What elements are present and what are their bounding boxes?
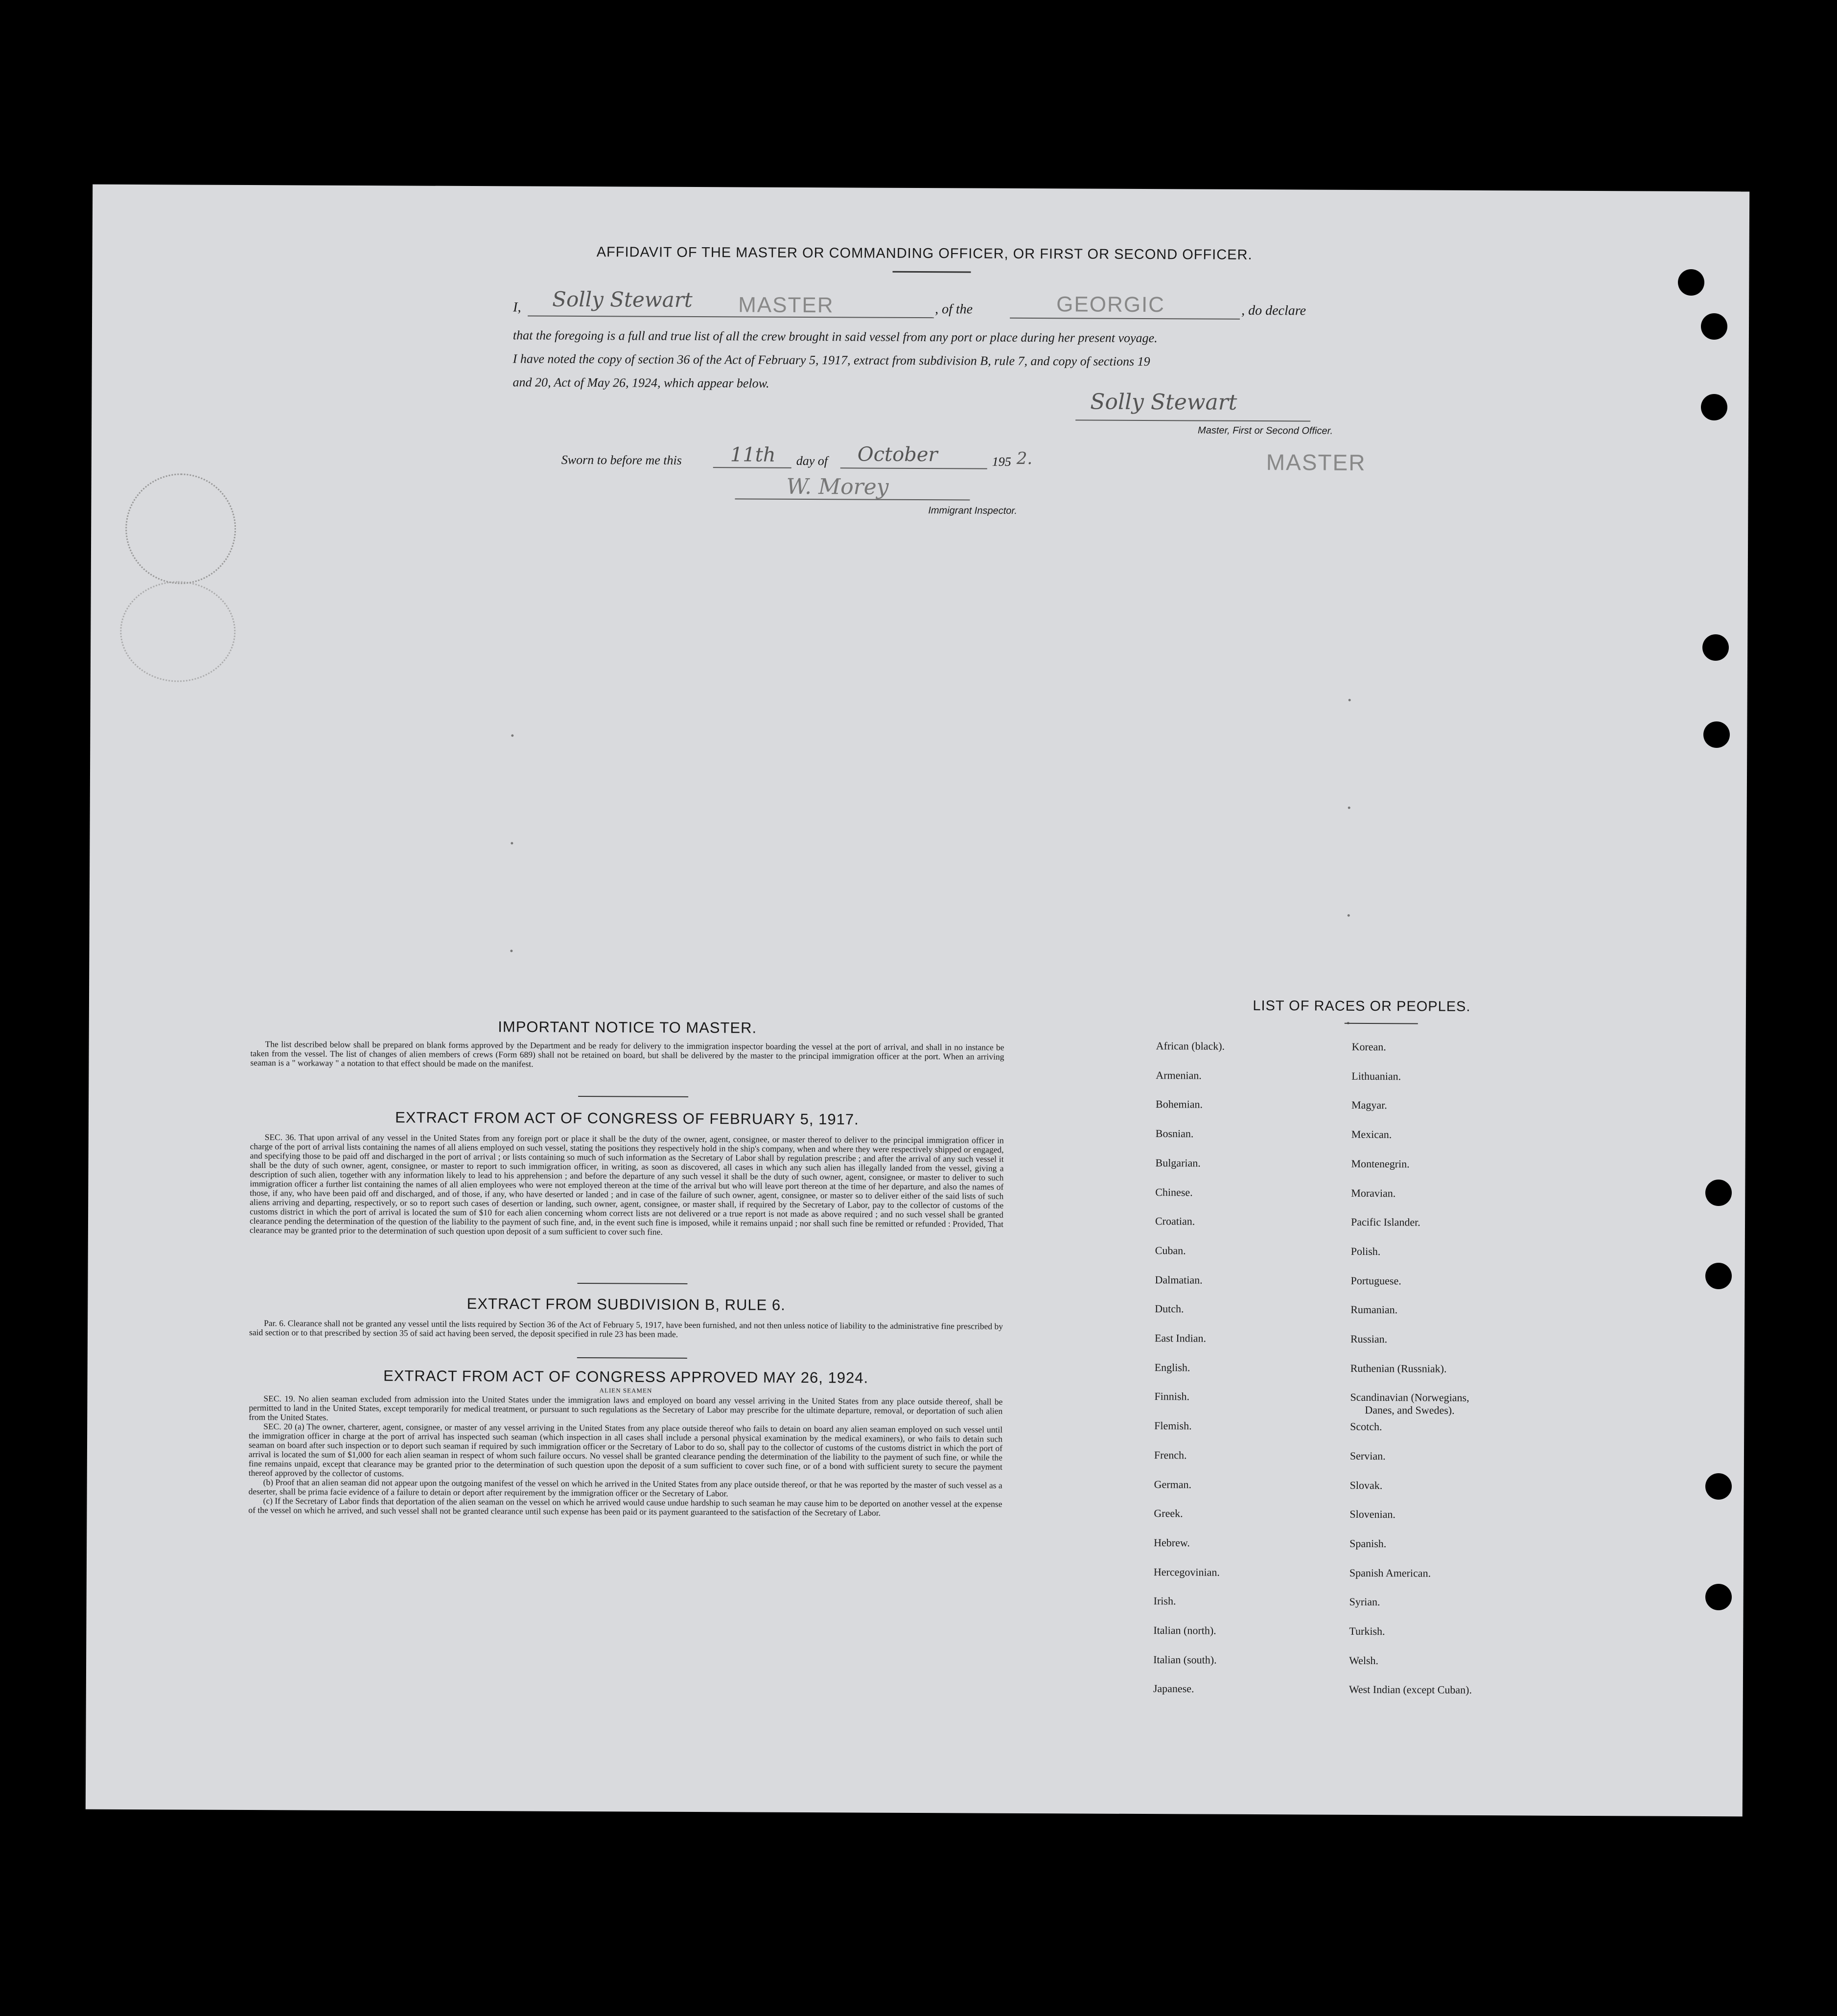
affidavit-title: AFFIDAVIT OF THE MASTER OR COMMANDING OFFICER, OR FIRST OR SECOND OFFICER. bbox=[596, 244, 1253, 263]
punch-hole bbox=[1701, 394, 1727, 420]
race-item: Dutch. bbox=[1155, 1302, 1184, 1315]
races-divider bbox=[1345, 1023, 1418, 1024]
extract-1924-sec19: SEC. 19. No alien seaman excluded from admission into the United States under the immigration laws and employed on board any vessel arriving in the United States from any place outside thereof, shall be permitted to land in the United States, except temporarily for medical treatment, or pursuant to such regulations as the Secretary of Labor may prescribe for the ultimate departure, removal, or deportation of such alien from the United States. bbox=[249, 1393, 1003, 1422]
race-item: Greek. bbox=[1154, 1507, 1183, 1520]
punch-hole bbox=[1705, 1263, 1732, 1289]
race-item: Ruthenian (Russniak). bbox=[1350, 1362, 1447, 1375]
race-item: Spanish. bbox=[1349, 1537, 1387, 1550]
inspector-signature-line bbox=[735, 498, 970, 500]
punch-hole bbox=[1705, 1180, 1732, 1206]
notice-title: IMPORTANT NOTICE TO MASTER. bbox=[498, 1018, 757, 1037]
punch-hole bbox=[1702, 634, 1729, 661]
race-item: Croatian. bbox=[1155, 1215, 1195, 1228]
race-item: Scandinavian (Norwegians, bbox=[1350, 1391, 1469, 1404]
race-item: English. bbox=[1154, 1361, 1190, 1374]
extract-1924-sec20c: (c) If the Secretary of Labor finds that deportation of the alien seaman on the vessel on which he arrived would cause undue hardship to such seaman he may cause him to be deported on another vessel at the expense of the vessel on which he arrived, and such vessel shall not be granted clearance until such expense has been paid or its payment guaranteed to the satisfaction of the Secretary of Labor. bbox=[248, 1496, 1002, 1518]
prefix-i: I, bbox=[513, 300, 521, 315]
master-signature: Solly Stewart bbox=[1090, 389, 1237, 415]
sworn-month: October bbox=[857, 443, 938, 466]
race-item: Scotch. bbox=[1350, 1420, 1382, 1433]
race-item: Italian (south). bbox=[1153, 1653, 1217, 1666]
race-item: Magyar. bbox=[1351, 1099, 1387, 1112]
races-list bbox=[1153, 1040, 1596, 1696]
manifest-page bbox=[86, 185, 1749, 1817]
master-caption: Master, First or Second Officer. bbox=[1198, 425, 1333, 437]
declarant-line bbox=[513, 287, 1345, 327]
punch-hole bbox=[1705, 1584, 1732, 1610]
grid-dot bbox=[1348, 914, 1350, 917]
extract-1924-body bbox=[248, 1394, 1002, 1518]
race-item: Pacific Islander. bbox=[1350, 1216, 1420, 1228]
sworn-prefix: Sworn to before me this bbox=[561, 452, 682, 467]
race-item: Bosnian. bbox=[1155, 1127, 1194, 1140]
race-item: Welsh. bbox=[1349, 1654, 1379, 1667]
race-item: Korean. bbox=[1351, 1040, 1386, 1053]
master-signature-line bbox=[1075, 419, 1310, 421]
race-item: Hercegovinian. bbox=[1153, 1565, 1220, 1578]
race-item: Slovak. bbox=[1349, 1479, 1383, 1491]
race-item: French. bbox=[1154, 1448, 1187, 1461]
race-item: Slovenian. bbox=[1349, 1508, 1395, 1521]
sworn-day: 11th bbox=[730, 443, 776, 466]
inspector-signature: W. Morey bbox=[786, 474, 889, 500]
extract-1917-text: SEC. 36. That upon arrival of any vessel in the United States from any foreign port or place it shall be the duty of the owner, agent, consignee, or master thereof to deliver to the principal immigration officer in charge of the port of arrival lists containing the names of all aliens employed on such vessel, stating the positions they respectively hold in the ship's company, when and where they were respectively shipped or engaged, and specifying those to be paid off and discharged in the port of arrival ; or lists containing so much of such information as the Secretary of Labor shall by regulation prescribe ; and after the arrival of any such vessel it shall be the duty of such owner, agent, consignee, or master to report to such immigration officer, in writing, as soon as discovered, all cases in which any such alien has illegally landed from the vessel, giving a description of such alien, together with any information likely to lead to his apprehension ; and before the departure of any such vessel it shall be the duty of such owner, agent, consignee, or master to deliver to such immigration officer a further list containing the names of all alien employees who were not employed thereon at the time of the arrival but who will leave port thereon at the time of her departure, and also the names of those, if any, who have been paid off and discharged, and of those, if any, who have deserted or landed ; and in case of the failure of such owner, agent, consignee, or master so to deliver either of the said lists of such aliens arriving and departing, respectively, or so to report such cases of desertion or landing, such owner, agent, consignee, or master shall, if required by the Secretary of Labor, pay to the collector of customs of the customs district in which the port of arrival is located the sum of $10 for each alien concerning whom correct lists are not delivered or a true report is not made as above required ; and no such vessel shall be granted clearance pending the determination of the question of the liability to the payment of such fine, and, in the event such fine is imposed, while it remains unpaid ; nor shall such fine be remitted or refunded : Provided, That clearance may be granted prior to the determination of such question upon deposit of a sum sufficient to cover such fine. bbox=[249, 1132, 1004, 1237]
punch-hole bbox=[1678, 269, 1704, 296]
race-item: African (black). bbox=[1156, 1040, 1225, 1052]
race-item: Spanish American. bbox=[1349, 1566, 1431, 1579]
inspector-caption: Immigrant Inspector. bbox=[928, 505, 1017, 516]
race-item: East Indian. bbox=[1154, 1332, 1207, 1344]
day-of-label: day of bbox=[796, 453, 828, 468]
race-item: Irish. bbox=[1153, 1595, 1176, 1607]
declaration-line-3: and 20, Act of May 26, 1924, which appear below. bbox=[512, 375, 769, 391]
race-item: Servian. bbox=[1349, 1449, 1386, 1462]
official-seal-1 bbox=[125, 473, 236, 584]
race-item: Polish. bbox=[1350, 1245, 1381, 1258]
notice-divider bbox=[578, 1096, 688, 1097]
subdivision-b-text: Par. 6. Clearance shall not be granted any vessel until the lists required by Section 36 of the Act of February 5, 1917, have been furnished, and not then unless notice of liability to the administrative fine prescribed by said section or to that prescribed by section 35 of said act having been served, the deposit specified in rule 23 has been made. bbox=[249, 1318, 1003, 1339]
grid-dot bbox=[511, 842, 513, 844]
grid-dot bbox=[510, 950, 512, 952]
rank-stamp: MASTER bbox=[738, 293, 834, 318]
extract-1924-title: EXTRACT FROM ACT OF CONGRESS APPROVED MAY 26, 1924. bbox=[383, 1367, 869, 1387]
punch-hole bbox=[1703, 721, 1730, 748]
race-item: Hebrew. bbox=[1154, 1536, 1190, 1549]
race-item: Italian (north). bbox=[1153, 1624, 1216, 1637]
extract-1917-title: EXTRACT FROM ACT OF CONGRESS OF FEBRUARY 5, 1917. bbox=[395, 1109, 859, 1128]
race-item: Finnish. bbox=[1154, 1390, 1190, 1403]
race-item: Portuguese. bbox=[1350, 1274, 1401, 1287]
subdivision-b-title: EXTRACT FROM SUBDIVISION B, RULE 6. bbox=[466, 1295, 786, 1314]
race-item: Moravian. bbox=[1351, 1186, 1396, 1199]
race-item: Mexican. bbox=[1351, 1128, 1392, 1141]
race-item: Syrian. bbox=[1349, 1596, 1380, 1608]
subdivision-b-divider bbox=[577, 1357, 687, 1359]
extract-1924-sec20b: (b) Proof that an alien seaman did not appear upon the outgoing manifest of the vessel on which he arrived in the United States from any place outside thereof, or that he was reported by the master of such vessel as a deserter, shall be prima facie evidence of a failure to detain or deport after requirement by the immigration officer or the Secretary of Labor. bbox=[248, 1477, 1002, 1499]
race-item: Montenegrin. bbox=[1351, 1157, 1410, 1170]
race-item-continuation: Danes, and Swedes). bbox=[1365, 1404, 1455, 1417]
notice-body bbox=[250, 1040, 1004, 1071]
vessel-stamp: GEORGIC bbox=[1056, 292, 1165, 317]
race-item: Russian. bbox=[1350, 1332, 1388, 1345]
race-item: Japanese. bbox=[1153, 1682, 1194, 1695]
race-item: Lithuanian. bbox=[1351, 1069, 1401, 1082]
race-item: West Indian (except Cuban). bbox=[1349, 1683, 1472, 1696]
extract-1924-sec20a: SEC. 20 (a) The owner, charterer, agent, consignee, or master of any vessel arriving in the United States from any place outside thereof who fails to detain on board any alien seaman employed on such vessel until the immigration officer in charge at the port of arrival has inspected such seaman (which inspection in all cases shall include a personal physical examination by the medical examiners), or who fails to detain such seaman on board after such inspection or to deport such seaman if required by such immigration officer or the Secretary of Labor to do so, shall pay to the collector of customs of the customs district in which the port of arrival is located the sum of $1,000 for each alien seaman in respect of whom such failure occurs. No vessel shall be granted clearance pending the determination of the liability to the payment of such fine, or while the fine remains unpaid, except that clearance may be granted prior to the determination of such question upon the deposit of a sum sufficient to cover such fine, or of a bond with sufficient surety to secure the payment thereof approved by the collector of customs. bbox=[248, 1421, 1003, 1479]
sworn-line bbox=[561, 443, 1100, 478]
year-prefix: 195 bbox=[992, 454, 1011, 469]
grid-dot bbox=[1348, 807, 1350, 809]
races-title: LIST OF RACES OR PEOPLES. bbox=[1253, 997, 1471, 1015]
race-item: Dalmatian. bbox=[1155, 1273, 1203, 1286]
do-declare-label: , do declare bbox=[1241, 302, 1306, 319]
declaration-line-2: I have noted the copy of section 36 of the Act of February 5, 1917, extract from subdivision B, rule 7, and copy of sections 19 bbox=[512, 351, 1150, 369]
declaration-line-1: that the foregoing is a full and true list of all the crew brought in said vessel from any port or place during her present voyage. bbox=[512, 328, 1158, 346]
declarant-signature: Solly Stewart bbox=[552, 287, 693, 312]
notice-body-text: The list described below shall be prepared on blank forms approved by the Department and be ready for delivery to the immigration inspector boarding the vessel at the port of arrival, and shall in no instance be taken from the vessel. The list of changes of alien members of crews (Form 689) shall not be retained on board, but shall be delivered by the master to the principal immigration officer at the port. When an arriving seaman is a " workaway " a notation to that effect should be made on the manifest. bbox=[250, 1039, 1004, 1069]
official-seal-2 bbox=[120, 581, 236, 682]
year-suffix: 2. bbox=[1016, 448, 1033, 469]
race-item: Rumanian. bbox=[1350, 1303, 1398, 1316]
punch-hole bbox=[1705, 1473, 1732, 1500]
grid-dot bbox=[511, 734, 513, 737]
title-divider bbox=[892, 271, 971, 273]
master-stamp: MASTER bbox=[1266, 449, 1366, 475]
extract-1917-divider bbox=[577, 1283, 687, 1284]
extract-1924-subtitle: ALIEN SEAMEN bbox=[599, 1387, 652, 1394]
race-item: Flemish. bbox=[1154, 1419, 1192, 1432]
extract-1917-body bbox=[250, 1133, 1004, 1238]
race-item: Cuban. bbox=[1155, 1244, 1186, 1257]
subdivision-b-body bbox=[249, 1319, 1003, 1341]
race-item: Bohemian. bbox=[1156, 1098, 1203, 1111]
grid-dot bbox=[1349, 699, 1351, 701]
race-item: Bulgarian. bbox=[1155, 1156, 1201, 1169]
race-item: Chinese. bbox=[1155, 1185, 1193, 1198]
race-item: German. bbox=[1154, 1478, 1192, 1490]
race-item: Armenian. bbox=[1156, 1068, 1202, 1082]
punch-hole bbox=[1701, 313, 1727, 340]
race-item: Turkish. bbox=[1349, 1624, 1385, 1638]
of-the-label: , of the bbox=[935, 301, 973, 317]
